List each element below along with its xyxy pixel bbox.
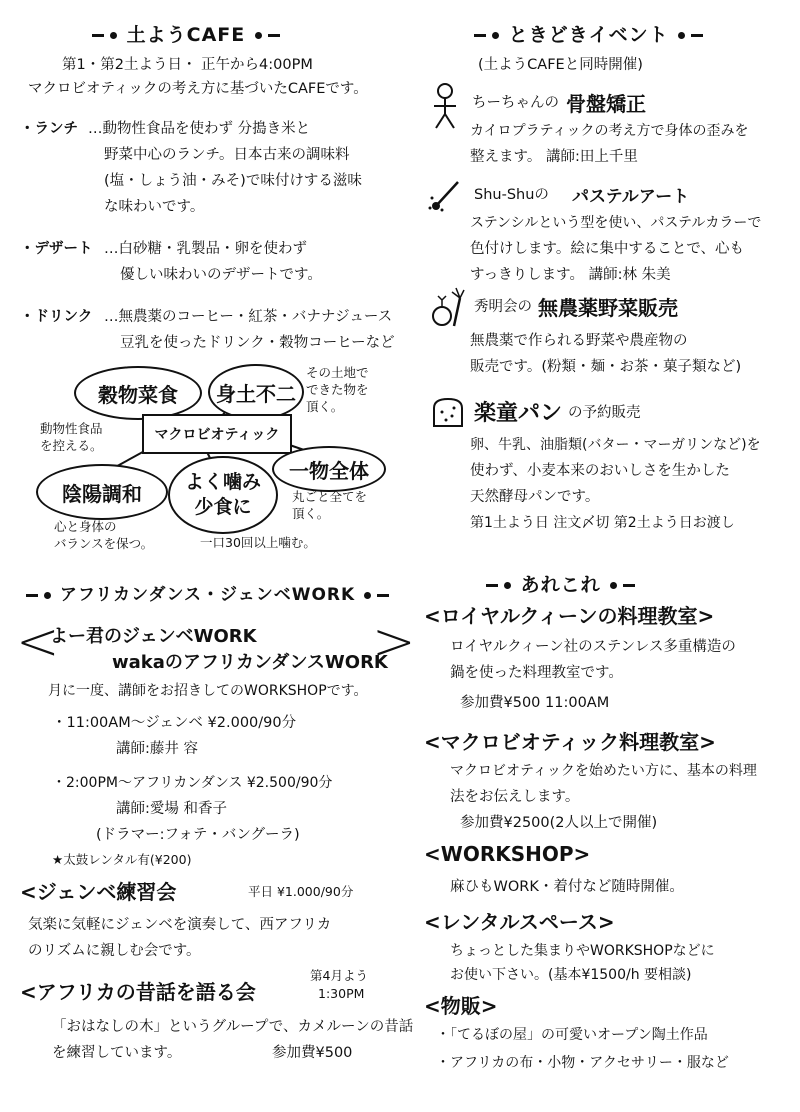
misc-title: あれこれ — [520, 574, 601, 596]
djembe-schedule: ・11:00AM〜ジェンベ ¥2.000/90分 — [52, 715, 297, 731]
dessert-line-1: …白砂糖・乳製品・卵を使わず — [104, 241, 307, 257]
bracket-right: > — [372, 612, 416, 672]
bubble-chew-well: よく噛み 少食に — [168, 456, 278, 534]
dance-heading — [22, 580, 393, 605]
drink-line-2: 豆乳を使ったドリンク・穀物コーヒーなど — [120, 335, 395, 351]
note-animal-food: 動物性食品 を控える。 — [40, 421, 103, 453]
story-line-1: 「おはなしの木」というグループで、カメルーンの昔話 — [52, 1019, 414, 1035]
misc-heading — [482, 570, 639, 597]
bubble-whole-food: 一物全体 — [272, 446, 386, 492]
event2-line-2: 色付けします。絵に集中することで、心も — [470, 241, 745, 257]
vegetable-icon — [430, 286, 466, 330]
dance-teacher: 講師:愛場 和香子 — [116, 801, 227, 817]
event4-suffix: の予約販売 — [568, 405, 641, 421]
lunch-label: ・ランチ — [20, 121, 78, 137]
lunch-line-2: 野菜中心のランチ。日本古来の調味料 — [104, 147, 350, 163]
lunch-line-1: …動物性食品を使わず 分搗き米と — [88, 121, 311, 137]
dance-intro: 月に一度、講師をお招きしてのWORKSHOPです。 — [48, 683, 368, 699]
person-icon — [430, 82, 460, 130]
event1-line-2: 整えます。 講師:田上千里 — [470, 149, 638, 165]
macro-cooking-line-3: 参加費¥2500(2人以上で開催) — [460, 815, 658, 831]
events-heading — [470, 20, 707, 47]
drum-rental: ★太鼓レンタル有(¥200) — [52, 852, 192, 867]
story-fee: 参加費¥500 — [272, 1045, 353, 1061]
bubble-grain-vegetable: 穀物菜食 — [74, 366, 202, 420]
drink-label: ・ドリンク — [20, 309, 93, 325]
lunch-line-3: (塩・しょう油・みそ)で味付けする滋味 — [104, 173, 362, 189]
event2-title: パステルアート — [572, 187, 690, 207]
macro-cooking-title: <マクロビオティック料理教室> — [424, 730, 716, 754]
goods-line-2: ・アフリカの布・小物・アクセサリー・服など — [436, 1055, 729, 1071]
story-time-2: 1:30PM — [318, 986, 365, 1001]
dessert-line-2: 優しい味わいのデザートです。 — [120, 267, 322, 283]
workshop-line-1: 麻ひもWORK・着付など随時開催。 — [450, 879, 684, 895]
macro-cooking-line-2: 法をお伝えします。 — [450, 789, 580, 805]
dance-schedule: ・2:00PM〜アフリカンダンス ¥2.500/90分 — [52, 775, 333, 791]
event4-line-1: 卵、牛乳、油脂類(バター・マーガリンなど)を — [470, 437, 761, 453]
royal-queen-line-3: 参加費¥500 11:00AM — [460, 695, 610, 711]
practice-title: <ジェンベ練習会 — [20, 880, 177, 904]
rental-space-line-2: お使い下さい。(基本¥1500/h 要相談) — [450, 967, 692, 983]
story-time-1: 第4月よう — [310, 968, 368, 983]
bubble-yin-yang: 陰陽調和 — [36, 464, 168, 520]
event1-line-1: カイロプラティックの考え方で身体の歪みを — [470, 123, 749, 139]
royal-queen-title: <ロイヤルクィーンの料理教室> — [424, 604, 715, 628]
dance-drummer: (ドラマー:フォテ・バングーラ) — [96, 827, 300, 843]
event3-prefix: 秀明会の — [474, 299, 532, 315]
event4-line-2: 使わず、小麦本来のおいしさを生かした — [470, 463, 730, 479]
dance-sub-1: よー君のジェンベWORK — [50, 626, 257, 647]
cafe-title: 土ようCAFE — [126, 24, 246, 46]
bubble-shindo-funi: 身土不二 — [208, 364, 304, 420]
workshop-title: <WORKSHOP> — [424, 842, 591, 866]
practice-line-2: のリズムに親しむ会です。 — [28, 943, 201, 959]
royal-queen-line-2: 鍋を使った料理教室です。 — [450, 665, 623, 681]
goods-title: <物販> — [424, 994, 498, 1018]
center-box: マクロビオティック — [142, 414, 292, 454]
event2-line-3: すっきりします。 講師:林 朱美 — [470, 267, 671, 283]
events-sub: (土ようCAFEと同時開催) — [478, 57, 643, 73]
dance-title: アフリカンダンス・ジェンベWORK — [59, 585, 356, 605]
event4-line-3: 天然酵母パンです。 — [470, 489, 600, 505]
practice-price: 平日 ¥1.000/90分 — [248, 884, 354, 899]
cafe-line-1: 第1・第2土よう日・ 正午から4:00PM — [62, 57, 313, 73]
practice-line-1: 気楽に気軽にジェンベを演奏して、西アフリカ — [28, 917, 332, 933]
event3-line-2: 販売です。(粉類・麺・お茶・菓子類など) — [470, 359, 742, 375]
brush-icon — [428, 178, 464, 212]
note-local-food: その土地で できた物を 頂く。 — [306, 365, 369, 414]
cafe-line-2: マクロビオティックの考え方に基づいたCAFEです。 — [28, 81, 368, 97]
event3-title: 無農薬野菜販売 — [538, 296, 678, 320]
story-title: <アフリカの昔話を語る会 — [20, 980, 256, 1004]
event2-line-1: ステンシルという型を使い、パステルカラーで — [470, 215, 762, 231]
event1-prefix: ちーちゃんの — [472, 95, 559, 111]
rental-space-line-1: ちょっとした集まりやWORKSHOPなどに — [450, 943, 715, 959]
note-chew-30: 一口30回以上噛む。 — [200, 535, 316, 550]
note-balance: 心と身体の バランスを保つ。 — [54, 519, 154, 551]
bracket-left: < — [16, 612, 60, 672]
lunch-line-4: な味わいです。 — [104, 199, 205, 215]
note-whole: 丸ごと全てを 頂く。 — [292, 489, 368, 521]
event3-line-1: 無農薬で作られる野菜や農産物の — [470, 333, 688, 349]
dessert-label: ・デザート — [20, 241, 93, 257]
event1-title: 骨盤矯正 — [566, 92, 646, 116]
event2-prefix: Shu-Shuの — [474, 187, 549, 203]
goods-line-1: ・「てるぼの屋」の可愛いオープン陶土作品 — [436, 1027, 708, 1043]
bread-icon — [430, 396, 466, 430]
story-line-2: を練習しています。 — [52, 1045, 182, 1061]
dance-sub-2: wakaのアフリカンダンスWORK — [112, 652, 388, 673]
event4-line-4: 第1土よう日 注文〆切 第2土よう日お渡し — [470, 515, 735, 531]
rental-space-title: <レンタルスペース> — [424, 910, 615, 934]
events-title: ときどきイベント — [508, 24, 669, 46]
djembe-teacher: 講師:藤井 容 — [116, 741, 198, 757]
royal-queen-line-1: ロイヤルクィーン社のステンレス多重構造の — [450, 639, 736, 655]
event4-title: 楽童パン — [474, 401, 563, 426]
drink-line-1: …無農薬のコーヒー・紅茶・バナナジュース — [104, 309, 393, 325]
macro-cooking-line-1: マクロビオティックを始めたい方に、基本の料理 — [450, 763, 757, 779]
